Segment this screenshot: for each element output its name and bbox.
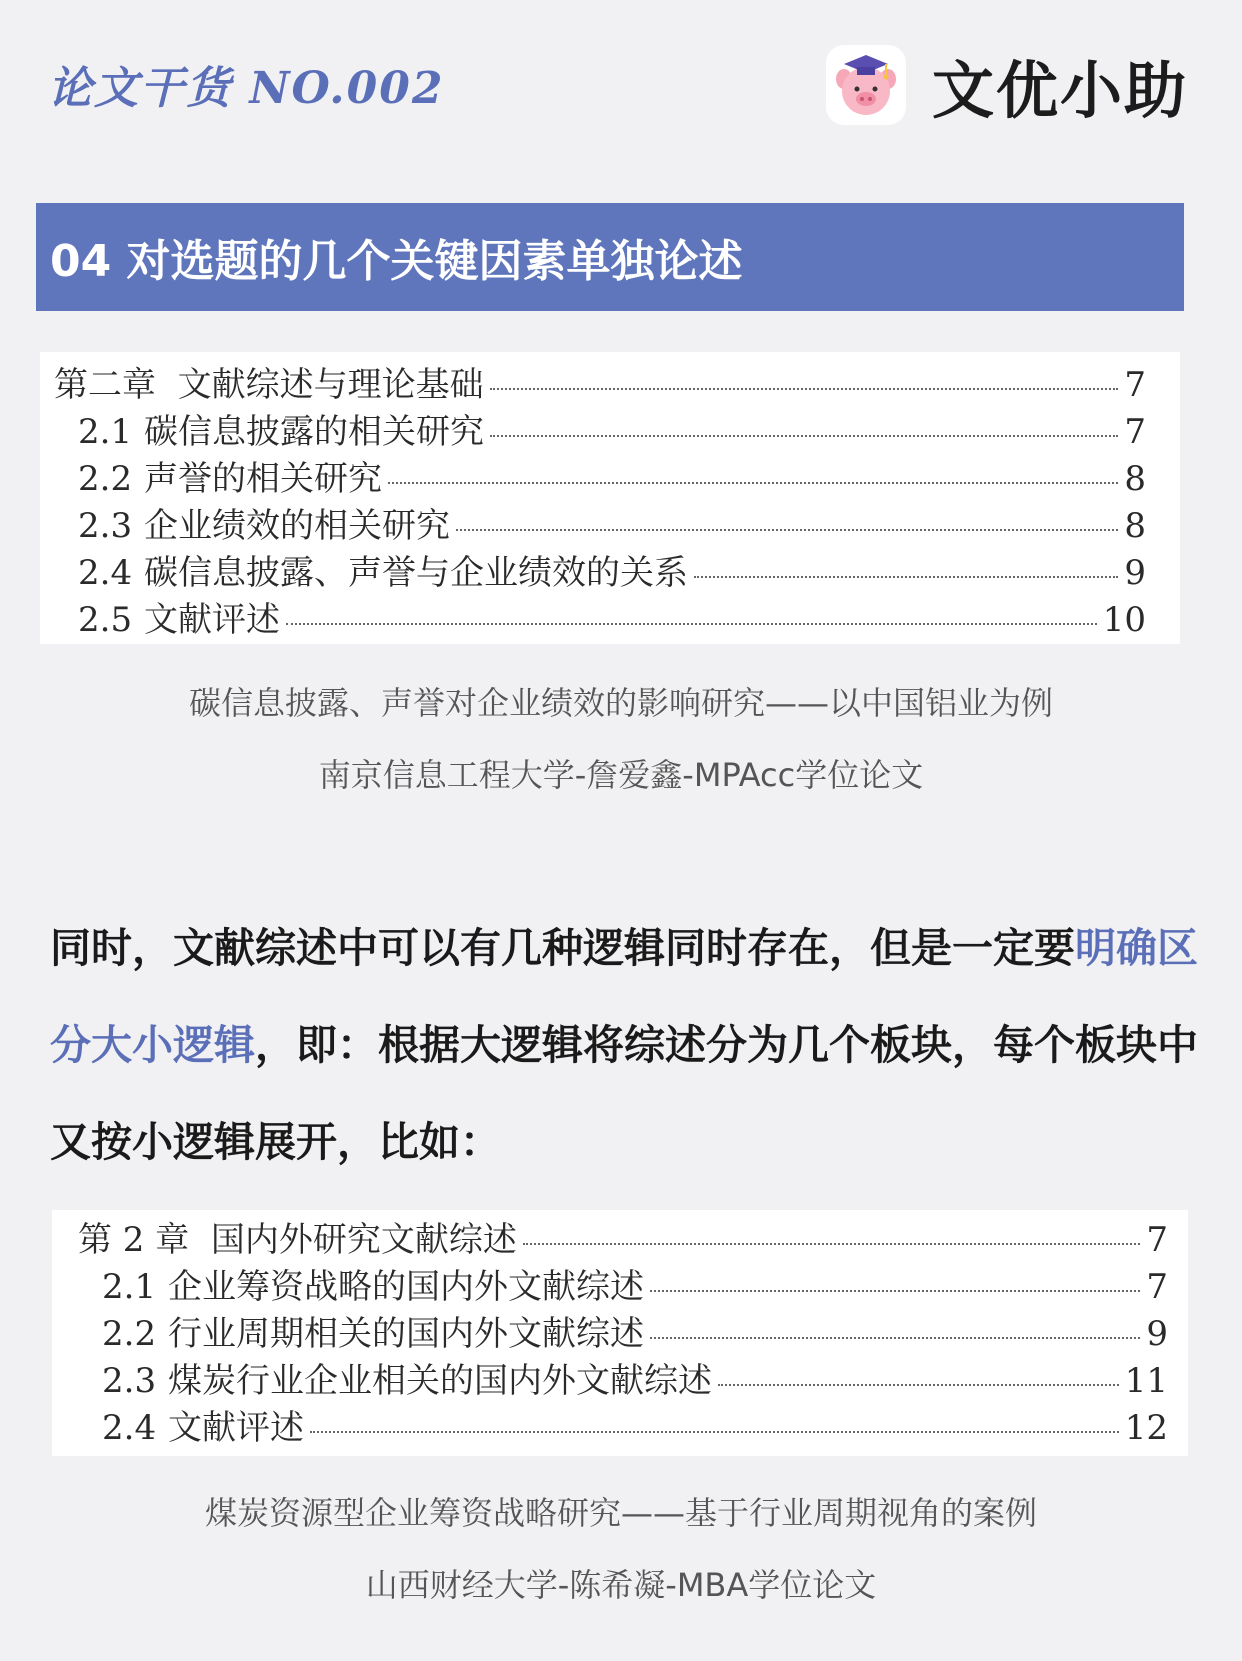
toc-num: 2.5 [78,600,133,640]
thesis-title-caption: 碳信息披露、声誉对企业绩效的影响研究——以中国铝业为例 [188,684,1053,722]
toc-row [78,1353,1168,1400]
section-title: 04 对选题的几个关键因素单独论述 [50,236,743,287]
toc-leader-dots [523,1243,1140,1245]
toc-row [78,1212,1168,1259]
toc-row [54,498,1146,545]
toc-title: 声誉的相关研究 [144,459,382,499]
toc-page: 9 [1124,553,1146,593]
toc-leader-dots [490,435,1118,437]
toc-page: 7 [1124,412,1146,452]
toc-page: 10 [1102,600,1146,640]
toc-row [54,451,1146,498]
toc-page: 9 [1146,1314,1168,1354]
toc-title: 碳信息披露的相关研究 [144,412,484,452]
toc-row [78,1400,1168,1447]
toc-leader-dots [718,1384,1119,1386]
toc-leader-dots [650,1337,1140,1339]
toc-snippet-2 [52,1210,1188,1456]
toc-title: 碳信息披露、声誉与企业绩效的关系 [144,553,688,593]
thesis-title-caption: 煤炭资源型企业筹资战略研究——基于行业周期视角的案例 [204,1494,1037,1532]
toc-chapter-num: 第 2 章 [78,1220,190,1260]
toc-row [54,404,1146,451]
toc-title: 煤炭行业企业相关的国内外文献综述 [168,1361,712,1401]
toc-num: 2.3 [102,1361,157,1401]
thesis-source-caption: 山西财经大学-陈希凝-MBA学位论文 [365,1566,877,1604]
toc-title: 文献评述 [144,600,280,640]
toc-num: 2.1 [102,1267,157,1307]
body-highlight: 明确区分大小逻辑 [50,924,1198,1069]
toc-leader-dots [310,1431,1119,1433]
toc-title: 文献综述与理论基础 [177,365,484,405]
toc-page: 7 [1124,365,1146,405]
toc-title: 国内外研究文献综述 [210,1220,517,1260]
toc-num: 2.4 [78,553,133,593]
toc-leader-dots [388,482,1118,484]
toc-num: 2.2 [102,1314,157,1354]
toc-leader-dots [456,529,1118,531]
toc-leader-dots [650,1290,1140,1292]
toc-title: 企业绩效的相关研究 [144,506,450,546]
body-paragraph [50,900,1200,1191]
brand [826,44,1188,126]
toc-page: 11 [1124,1361,1168,1401]
toc-title: 行业周期相关的国内外文献综述 [168,1314,644,1354]
toc-title: 企业筹资战略的国内外文献综述 [168,1267,644,1307]
toc-page: 7 [1146,1267,1168,1307]
toc-title: 文献评述 [168,1408,304,1448]
toc-leader-dots [490,388,1119,390]
toc-snippet-1 [40,352,1180,644]
toc-row [78,1259,1168,1306]
toc-page: 8 [1124,506,1146,546]
toc-row [54,592,1146,639]
toc-leader-dots [286,623,1097,625]
body-text-part: 同时，文献综述中可以有几种逻辑同时存在，但是一定要 [50,924,1075,972]
series-title: 论文干货 NO.002 [48,63,445,114]
toc-row [78,1306,1168,1353]
toc-chapter-num: 第二章 [54,365,156,405]
pig-with-graduation-cap-icon [826,45,906,125]
thesis-source-caption: 南京信息工程大学-詹爱鑫-MPAcc学位论文 [318,756,924,794]
brand-name: 文优小助 [932,53,1189,127]
toc-page: 8 [1124,459,1146,499]
toc-row [54,545,1146,592]
toc-num: 2.2 [78,459,133,499]
toc-page: 12 [1124,1408,1168,1448]
section-banner [36,203,1184,311]
body-text-part: ，即：根据大逻辑将综述分为几个板块，每个板块中又按小逻辑展开，比如： [50,1021,1198,1166]
toc-page: 7 [1146,1220,1168,1260]
toc-num: 2.3 [78,506,133,546]
toc-leader-dots [694,576,1118,578]
toc-row [54,357,1146,404]
toc-num: 2.4 [102,1408,157,1448]
toc-num: 2.1 [78,412,133,452]
